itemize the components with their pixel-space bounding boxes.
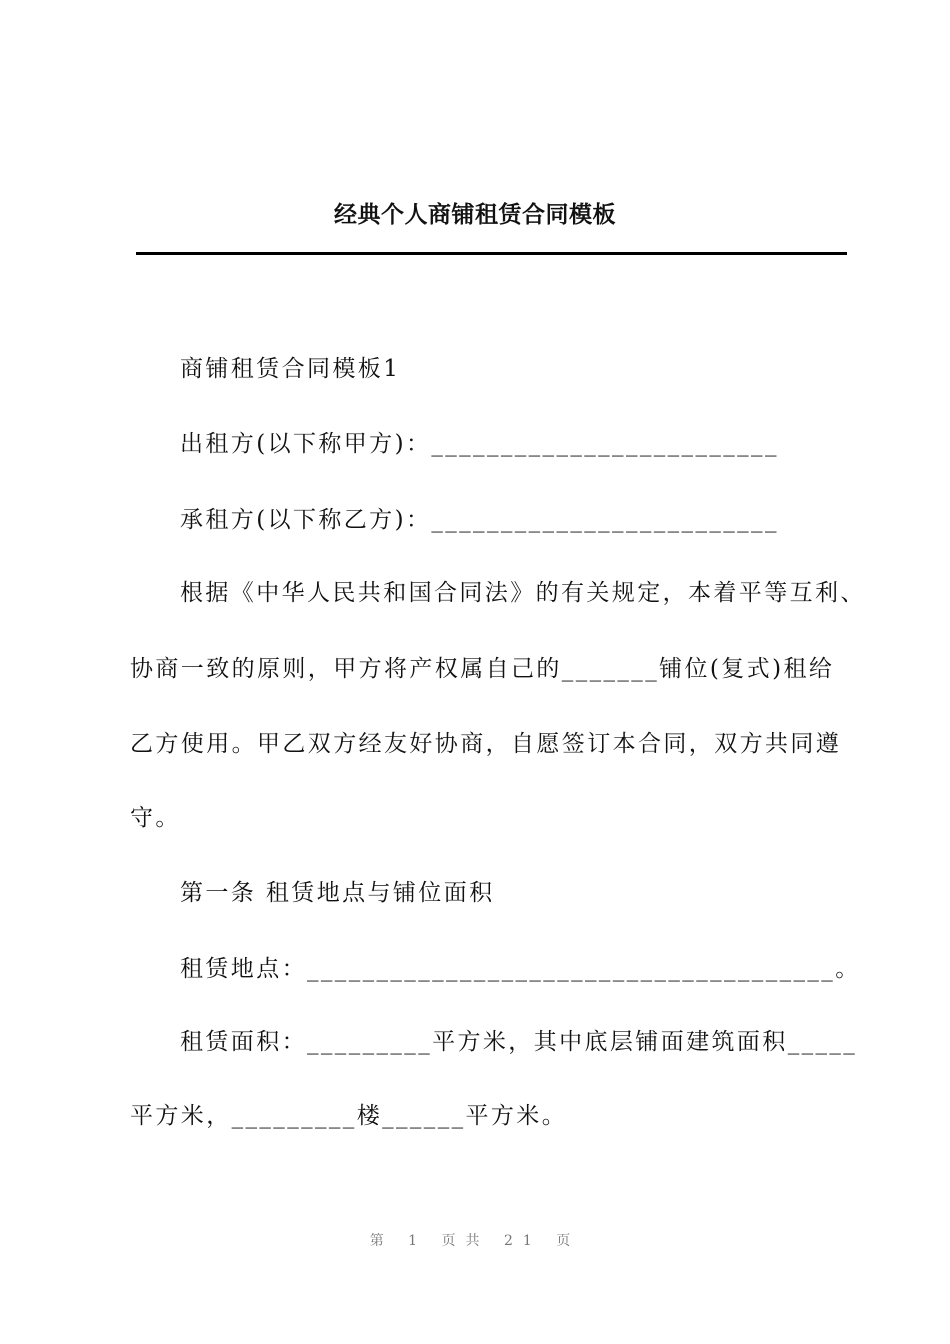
lessor-line: 出租方(以下称甲方)：_________________________ [180, 431, 779, 457]
article-1-heading: 第一条 租赁地点与铺位面积 [180, 880, 495, 906]
preamble-line-1: 根据《中华人民共和国合同法》的有关规定，本着平等互利、 [180, 580, 866, 606]
document-title: 经典个人商铺租赁合同模板 [334, 202, 616, 228]
preamble-line-2: 协商一致的原则，甲方将产权属自己的_______铺位(复式)租给 [130, 656, 835, 682]
preamble-line-3: 乙方使用。甲乙双方经友好协商，自愿签订本合同，双方共同遵 [130, 731, 842, 757]
lease-area-line-1: 租赁面积：_________平方米，其中底层铺面建筑面积_____ [180, 1029, 858, 1055]
lease-location-line: 租赁地点：______________________________________。 [180, 956, 861, 982]
template-heading: 商铺租赁合同模板1 [180, 356, 401, 382]
page-indicator: 第 1 页共 21 页 [369, 1233, 581, 1249]
lease-area-line-2: 平方米，_________楼______平方米。 [130, 1103, 568, 1129]
title-underline [136, 252, 847, 255]
preamble-line-4: 守。 [130, 805, 181, 831]
lessee-line: 承租方(以下称乙方)：_________________________ [180, 507, 779, 533]
